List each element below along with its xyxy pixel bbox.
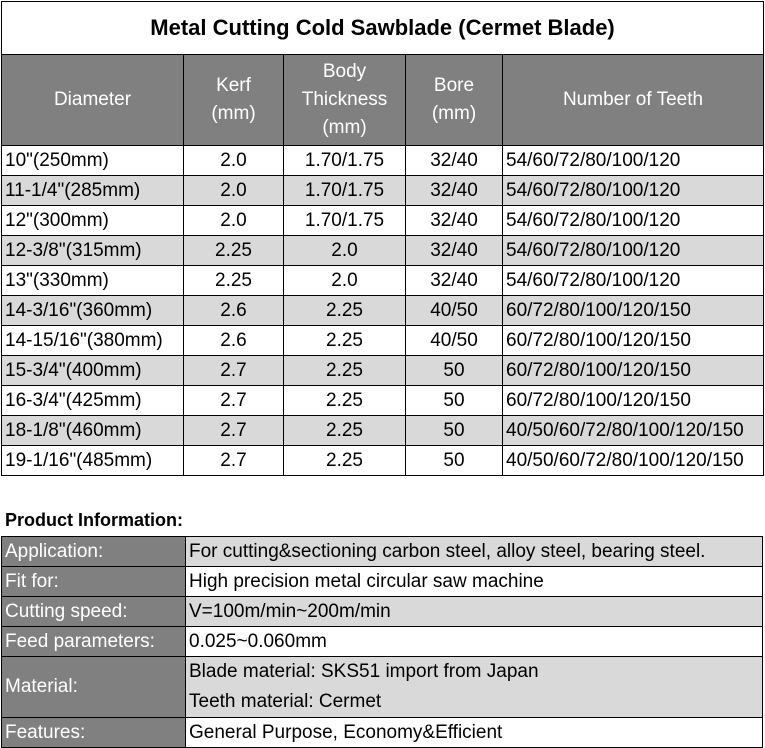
cell-kerf: 2.7 (184, 446, 284, 476)
cell-diameter: 14-15/16"(380mm) (2, 326, 184, 356)
table-row (2, 266, 764, 296)
cell-bore: 50 (406, 416, 503, 446)
header-teeth-line: Number of Teeth (562, 89, 704, 110)
cell-teeth: 54/60/72/80/100/120 (503, 146, 764, 176)
cell-kerf: 2.0 (184, 146, 284, 176)
header-bore-line2: (mm) (431, 103, 477, 124)
cell-teeth: 54/60/72/80/100/120 (503, 236, 764, 266)
cell-kerf: 2.7 (184, 416, 284, 446)
cell-bore: 32/40 (406, 146, 503, 176)
info-value: For cutting&sectioning carbon steel, alloy steel, bearing steel. (186, 537, 763, 567)
cell-teeth: 60/72/80/100/120/150 (503, 386, 764, 416)
material-teeth: Teeth material: Cermet (189, 691, 382, 712)
info-value: General Purpose, Economy&Efficient (186, 718, 763, 748)
cell-diameter: 19-1/16"(485mm) (2, 446, 184, 476)
cell-diameter: 11-1/4"(285mm) (2, 176, 184, 206)
cell-bore: 50 (406, 446, 503, 476)
cell-diameter: 12-3/8"(315mm) (2, 236, 184, 266)
info-row-cutting-speed (2, 597, 763, 627)
header-diameter-line: Diameter (53, 89, 132, 110)
table-row (2, 446, 764, 476)
cell-teeth: 60/72/80/100/120/150 (503, 326, 764, 356)
cell-teeth: 60/72/80/100/120/150 (503, 356, 764, 386)
cell-diameter: 16-3/4"(425mm) (2, 386, 184, 416)
cell-body-thickness: 2.25 (284, 356, 406, 386)
cell-diameter: 13"(330mm) (2, 266, 184, 296)
table-row (2, 236, 764, 266)
table-row (2, 206, 764, 236)
cell-body-thickness: 2.25 (284, 386, 406, 416)
table-row (2, 296, 764, 326)
cell-body-thickness: 2.25 (284, 326, 406, 356)
cell-kerf: 2.6 (184, 326, 284, 356)
header-teeth (503, 55, 764, 146)
cell-kerf: 2.0 (184, 176, 284, 206)
header-bore-line1: Bore (433, 75, 475, 96)
cell-teeth: 54/60/72/80/100/120 (503, 266, 764, 296)
header-body-line3: (mm) (322, 117, 367, 138)
cell-bore: 40/50 (406, 296, 503, 326)
table-row (2, 326, 764, 356)
cell-body-thickness: 2.25 (284, 446, 406, 476)
cell-diameter: 18-1/8"(460mm) (2, 416, 184, 446)
cell-body-thickness: 1.70/1.75 (284, 176, 406, 206)
cell-kerf: 2.25 (184, 236, 284, 266)
info-label: Cutting speed: (2, 597, 186, 627)
cell-kerf: 2.7 (184, 356, 284, 386)
cell-kerf: 2.7 (184, 386, 284, 416)
cell-diameter: 10"(250mm) (2, 146, 184, 176)
header-kerf (184, 55, 284, 146)
table-title: Metal Cutting Cold Sawblade (Cermet Blade) (2, 2, 764, 55)
header-body-line2: Thickness (301, 89, 388, 110)
table-row (2, 146, 764, 176)
info-value-material (186, 657, 763, 718)
info-label: Material: (2, 657, 186, 718)
header-bore (406, 55, 503, 146)
cell-kerf: 2.25 (184, 266, 284, 296)
spec-body (2, 146, 764, 476)
info-label: Application: (2, 537, 186, 567)
product-info-table (1, 536, 763, 748)
info-value: High precision metal circular saw machine (186, 567, 763, 597)
cell-bore: 50 (406, 356, 503, 386)
cell-teeth: 54/60/72/80/100/120 (503, 206, 764, 236)
info-row-material (2, 657, 763, 718)
info-value: V=100m/min~200m/min (186, 597, 763, 627)
cell-kerf: 2.0 (184, 206, 284, 236)
spec-table (1, 1, 764, 476)
cell-body-thickness: 2.0 (284, 236, 406, 266)
table-row (2, 386, 764, 416)
material-blade: Blade material: SKS51 import from Japan (189, 661, 539, 682)
info-row-features (2, 718, 763, 748)
cell-diameter: 12"(300mm) (2, 206, 184, 236)
cell-bore: 50 (406, 386, 503, 416)
header-kerf-line1: Kerf (216, 75, 251, 96)
cell-body-thickness: 2.25 (284, 416, 406, 446)
header-diameter (2, 55, 184, 146)
table-row (2, 416, 764, 446)
cell-bore: 40/50 (406, 326, 503, 356)
cell-bore: 32/40 (406, 236, 503, 266)
cell-body-thickness: 1.70/1.75 (284, 146, 406, 176)
table-row (2, 176, 764, 206)
info-row-fit-for (2, 567, 763, 597)
cell-diameter: 14-3/16"(360mm) (2, 296, 184, 326)
product-info-title: Product Information: (5, 510, 183, 530)
header-body-thickness (284, 55, 406, 146)
info-value: 0.025~0.060mm (186, 627, 763, 657)
header-kerf-line2: (mm) (211, 103, 256, 124)
info-label: Feed parameters: (2, 627, 186, 657)
cell-body-thickness: 1.70/1.75 (284, 206, 406, 236)
cell-teeth: 40/50/60/72/80/100/120/150 (503, 446, 764, 476)
cell-bore: 32/40 (406, 176, 503, 206)
cell-teeth: 60/72/80/100/120/150 (503, 296, 764, 326)
info-label: Fit for: (2, 567, 186, 597)
header-body-line1: Body (322, 61, 367, 82)
info-label: Features: (2, 718, 186, 748)
cell-teeth: 54/60/72/80/100/120 (503, 176, 764, 206)
cell-body-thickness: 2.0 (284, 266, 406, 296)
cell-body-thickness: 2.25 (284, 296, 406, 326)
cell-bore: 32/40 (406, 266, 503, 296)
cell-bore: 32/40 (406, 206, 503, 236)
cell-diameter: 15-3/4"(400mm) (2, 356, 184, 386)
info-row-application (2, 537, 763, 567)
cell-teeth: 40/50/60/72/80/100/120/150 (503, 416, 764, 446)
cell-kerf: 2.6 (184, 296, 284, 326)
info-row-feed (2, 627, 763, 657)
table-row (2, 356, 764, 386)
